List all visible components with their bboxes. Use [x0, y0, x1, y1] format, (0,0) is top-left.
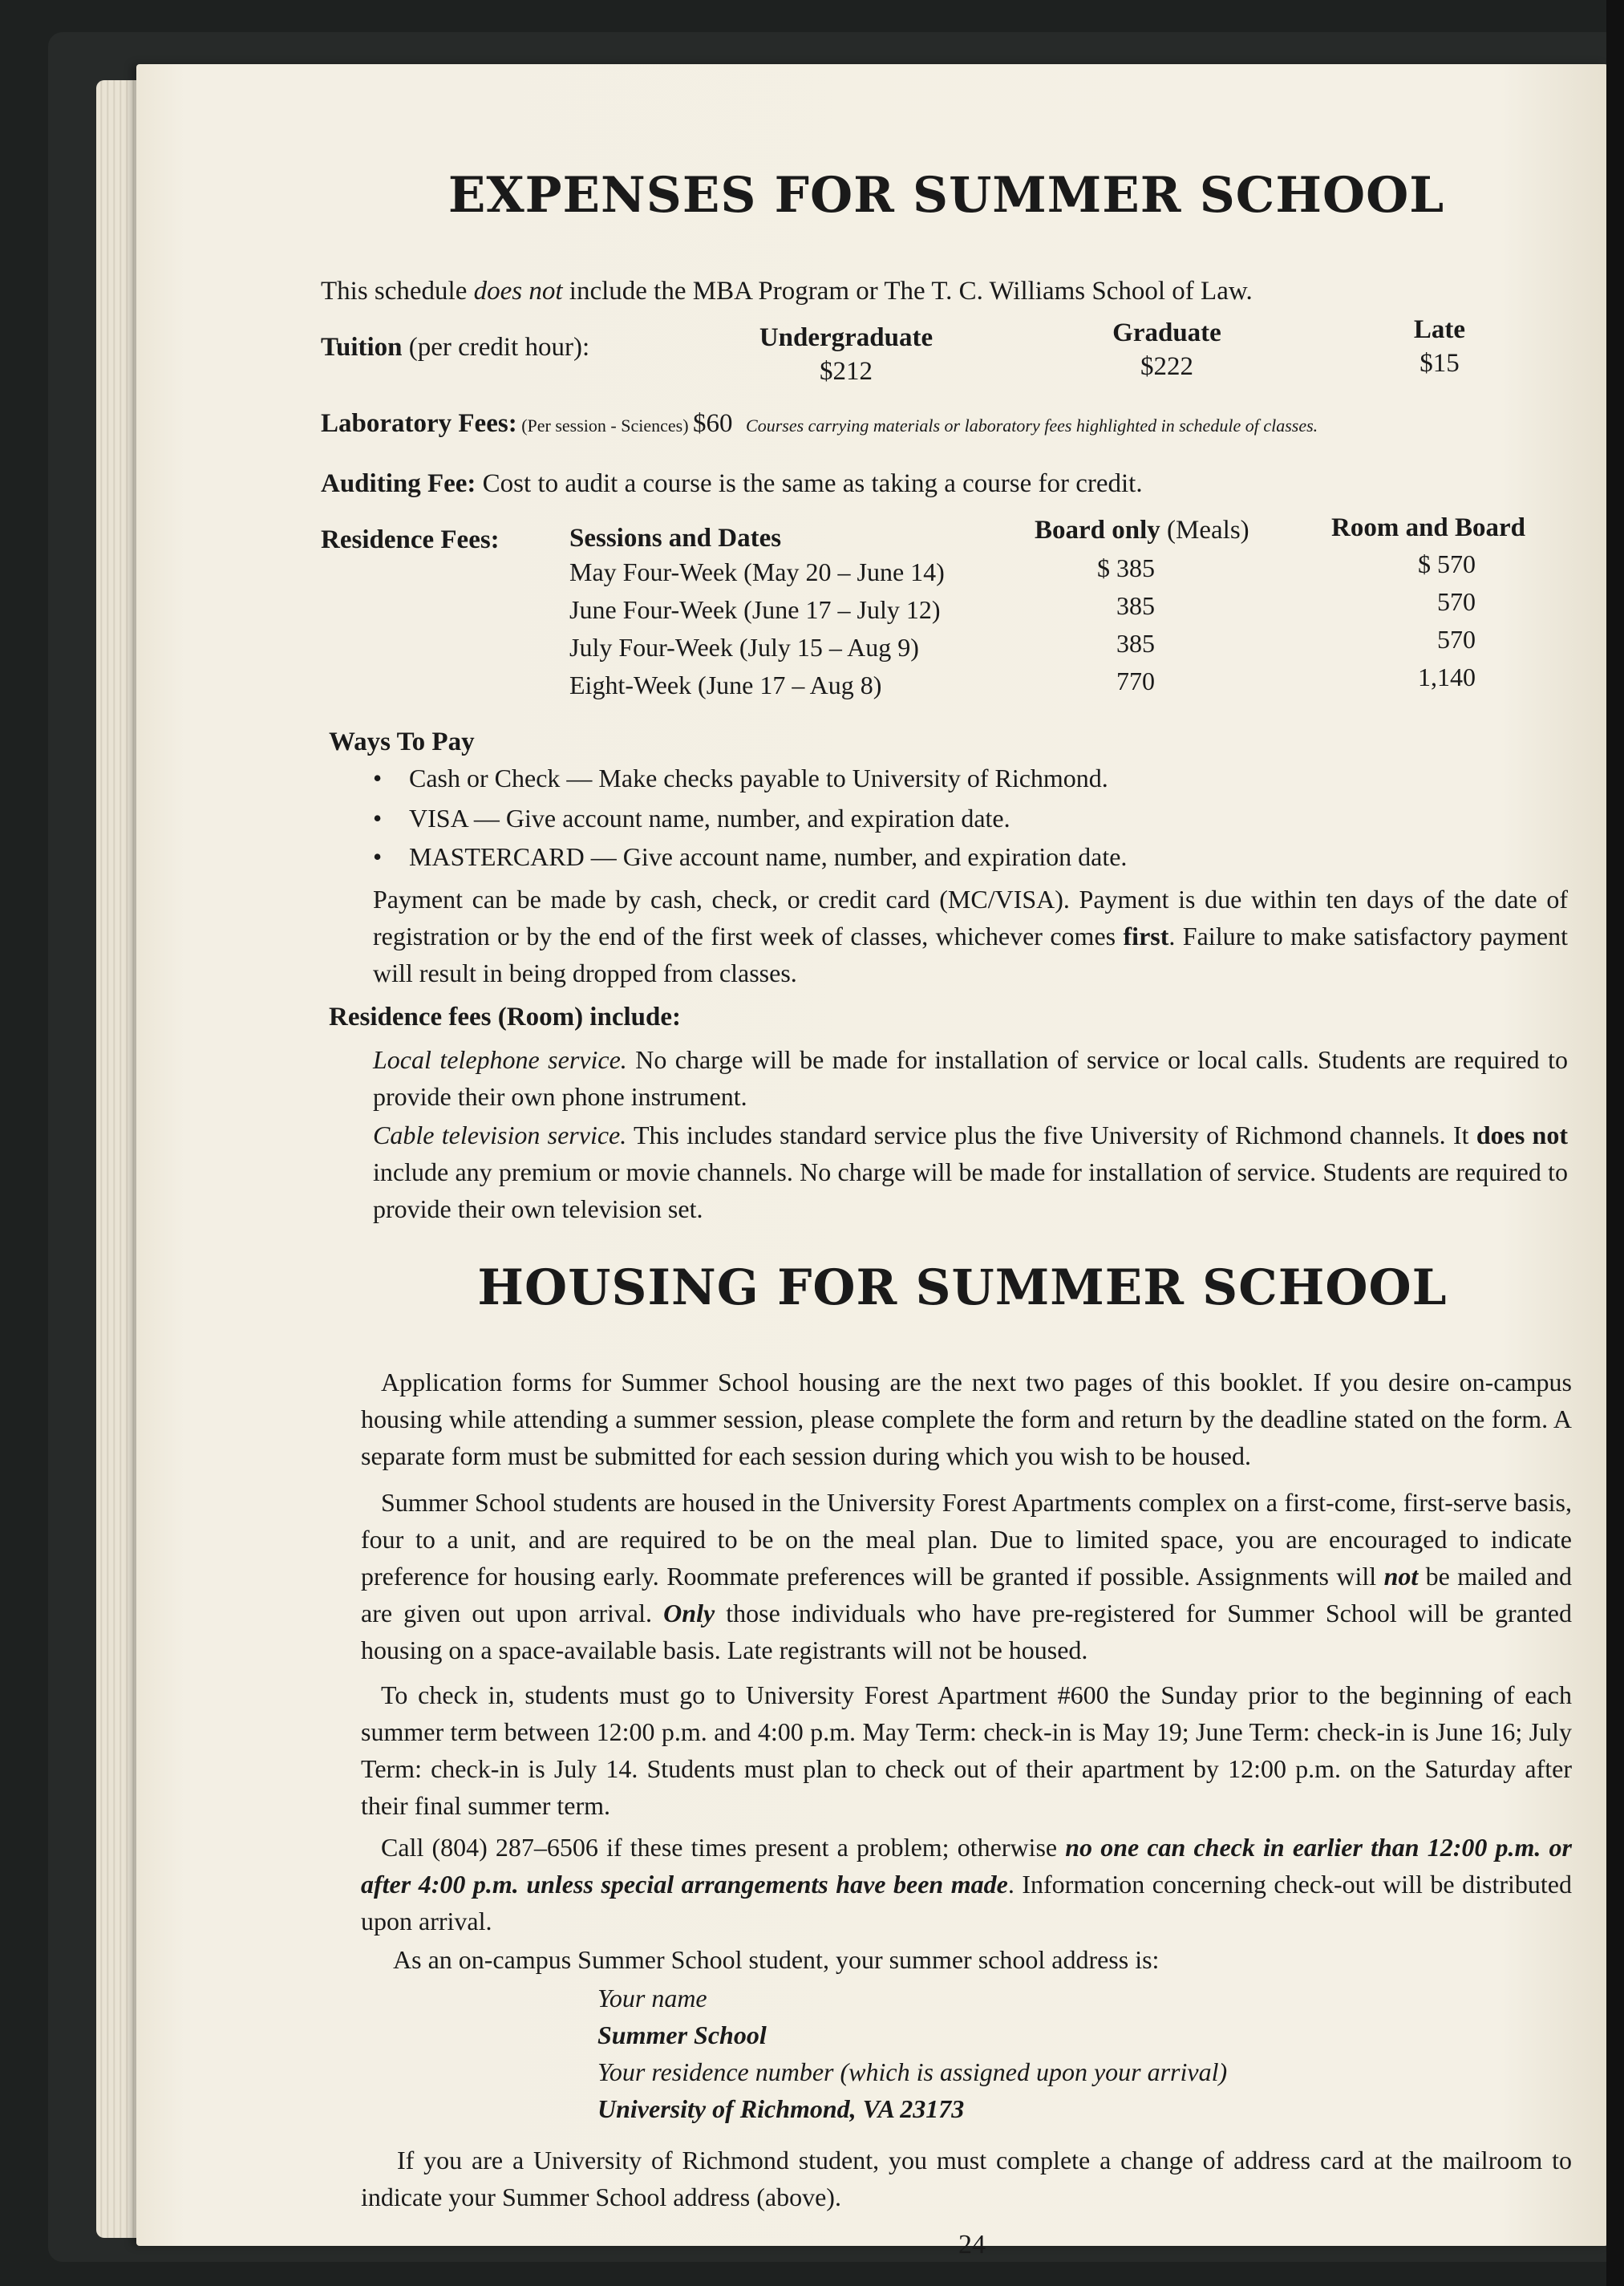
housing-paragraph-4: Call (804) 287–6506 if these times present a problem; otherwise no one can check in earlier than 12:00 p.m. or after 4:00 p.m. unless special arrangements have been made. Information concerning check-out will be distributed upon arrival.	[361, 1833, 1573, 1935]
late-label: Late	[1413, 315, 1466, 344]
sessions-header: Sessions and Dates	[569, 524, 782, 553]
board-value: $ 385	[1097, 553, 1155, 582]
room-value: $ 570	[1418, 549, 1476, 578]
session-row: Eight-Week (June 17 – Aug 8)	[569, 671, 882, 699]
room-value: 570	[1437, 625, 1476, 654]
residence-fees-label: Residence Fees:	[321, 525, 500, 554]
payment-option: • MASTERCARD — Give account name, number, and expiration date.	[409, 842, 1127, 872]
session-row: July Four-Week (July 15 – Aug 9)	[569, 633, 919, 662]
address-line: Your name	[597, 1984, 707, 2012]
auditing-fee: Auditing Fee: Cost to audit a course is the same as taking a course for credit.	[321, 469, 1143, 498]
telephone-service: Local telephone service. No charge will be made for installation of service or local calls. Students are required to provide their own phone instrument.	[373, 1045, 1569, 1111]
grad-value: $222	[1140, 352, 1193, 381]
payment-paragraph: Payment can be made by cash, check, or credit card (MC/VISA). Payment is due within ten days of the date of registration or by the end of the first week of classes, whichever comes first. Failure to make satisfactory payment will result in being dropped from classes.	[373, 885, 1568, 987]
grad-label: Graduate	[1112, 318, 1221, 347]
address-line: University of Richmond, VA 23173	[597, 2094, 965, 2123]
payment-option: • Cash or Check — Make checks payable to University of Richmond.	[409, 764, 1108, 793]
housing-paragraph-6: If you are a University of Richmond student, you must complete a change of address card at the mailroom to indicate your Summer School address (above).	[361, 2146, 1572, 2211]
housing-paragraph-3: To check in, students must go to University Forest Apartment #600 the Sunday prior to the beginning of each summer term between 12:00 p.m. and 4:00 p.m. May Term: check-in is May 19; June Term: check-in is June 16; July Term: check-in is July 14. Students must plan to check out of their apartment by 12:00 p.m. on the Saturday after their final summer term.	[361, 1680, 1572, 1820]
board-header: Board only (Meals)	[1035, 516, 1249, 545]
session-row: June Four-Week (June 17 – July 12)	[569, 595, 941, 624]
expenses-intro: This schedule does not include the MBA Program or The T. C. Williams School of Law.	[321, 277, 1253, 306]
summer-address	[597, 1980, 1227, 2127]
board-value: 385	[1116, 591, 1155, 620]
address-line: Your residence number (which is assigned upon your arrival)	[597, 2057, 1228, 2086]
address-line: Summer School	[597, 2021, 767, 2049]
residence-includes-label: Residence fees (Room) include:	[329, 1003, 681, 1032]
late-value: $15	[1419, 349, 1460, 378]
room-board-header: Room and Board	[1331, 513, 1526, 542]
tuition-label: Tuition (per credit hour):	[321, 333, 590, 362]
board-value: 770	[1116, 667, 1155, 695]
housing-paragraph-1: Application forms for Summer School housing are the next two pages of this booklet. If you desire on-campus housing while attending a summer session, please complete the form and return by the deadline stated on the form. A separate form must be submitted for each session during which you wish to be housed.	[361, 1368, 1572, 1470]
undergrad-label: Undergraduate	[759, 323, 933, 352]
room-value: 570	[1437, 587, 1476, 616]
ways-to-pay-label: Ways To Pay	[329, 728, 475, 756]
housing-paragraph-2: Summer School students are housed in the University Forest Apartments complex on a first-come, first-serve basis, four to a unit, and are required to be on the meal plan. Due to limited space, you are encouraged to indicate preference for housing early. Roommate preferences will be granted if possible. Assignments will not be mailed and are given out upon arrival. Only those individuals who have pre-registered for Summer School will be granted housing on a space-available basis. Late registrants will not be housed.	[361, 1488, 1573, 1664]
expenses-title: EXPENSES FOR SUMMER SCHOOL	[448, 167, 1445, 224]
lab-fees: Laboratory Fees: (Per session - Sciences) $60 Courses carrying materials or laboratory fees highlighted in schedule of classes.	[321, 409, 1318, 438]
session-row: May Four-Week (May 20 – June 14)	[569, 557, 945, 586]
undergrad-value: $212	[820, 357, 873, 386]
cable-service: Cable television service. This includes standard service plus the five University of Richmond channels. It does not include any premium or movie channels. No charge will be made for installation of service. Students are required to provide their own television set.	[373, 1121, 1569, 1223]
room-value: 1,140	[1418, 663, 1476, 691]
housing-title: HOUSING FOR SUMMER SCHOOL	[477, 1259, 1448, 1316]
housing-paragraph-5: As an on-campus Summer School student, your summer school address is:	[393, 1945, 1160, 1974]
book-spine	[1606, 0, 1624, 2286]
payment-option: • VISA — Give account name, number, and expiration date.	[409, 804, 1010, 833]
page-number: 24	[958, 2230, 986, 2260]
board-value: 385	[1116, 629, 1155, 658]
